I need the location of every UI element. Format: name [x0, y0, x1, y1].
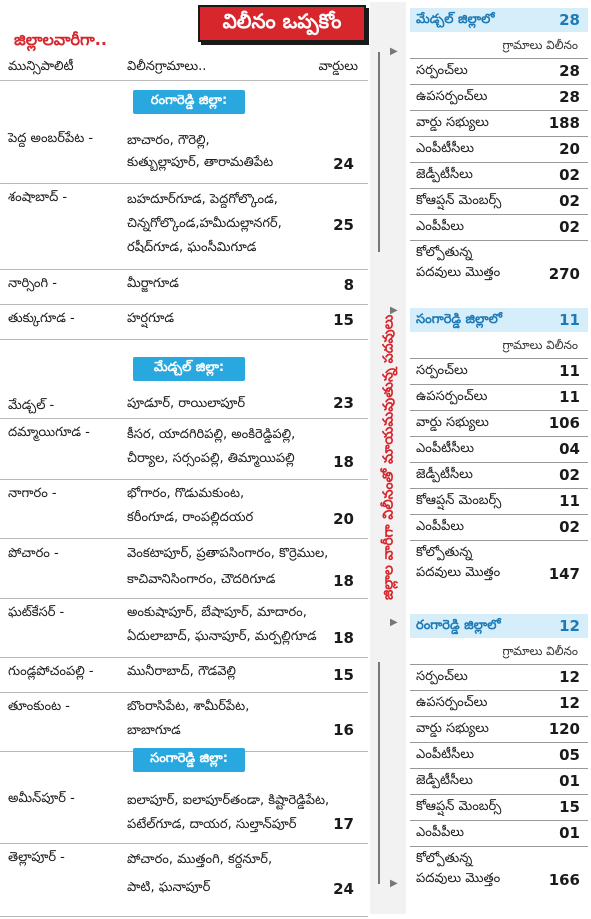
summary-district-header: [410, 308, 588, 332]
summary-row: [410, 110, 588, 137]
post-label: ఎంపీటీసీలు: [416, 747, 474, 762]
summary-row: [410, 514, 588, 541]
ward-count: 24: [333, 880, 354, 898]
post-label: కోఆప్షన్ మెంబర్స్: [416, 493, 502, 508]
column-header-wards: వార్డులు: [318, 59, 358, 74]
ward-count: 25: [333, 216, 354, 234]
post-count: 02: [559, 518, 580, 536]
post-label: ఎంపీపీలు: [416, 519, 465, 534]
summary-total-row: [410, 846, 588, 893]
arrow-right-icon: ▶: [390, 617, 398, 628]
municipality-name: గుండ్లపోచంపల్లి -: [8, 664, 94, 679]
page-title: విలీనం ఒప్పకోం: [198, 5, 366, 42]
arrow-line-bottom: [378, 662, 380, 884]
summary-row: [410, 188, 588, 215]
merged-villages: బాచారం, గౌరెల్లి,: [127, 133, 210, 148]
merged-villages: వెంకటాపూర్, ప్రతాపసింగారం, కొర్రెముల,: [127, 546, 329, 561]
post-count: 05: [559, 746, 580, 764]
municipality-name: పెద్ద అంబర్‌పేట -: [8, 131, 94, 146]
summary-district-name: రంగారెడ్డి జిల్లాలో: [416, 618, 501, 633]
summary-panel: [410, 2, 588, 914]
merged-villages: ఏదులాబాద్, ఘనాపూర్, మర్పల్లిగూడ: [127, 629, 317, 644]
merged-villages: ఐలాపూర్, ఐలాపూర్‌తండా, కిష్టారెడ్డిపేట,: [127, 793, 330, 808]
municipality-name: దమ్మాయిగూడ -: [8, 425, 90, 440]
merged-villages: హర్షగూడ: [127, 311, 175, 326]
post-count: 01: [559, 824, 580, 842]
post-label: సర్పంచ్‌లు: [416, 363, 468, 378]
table-row: [0, 392, 368, 419]
post-label: ఎంపీపీలు: [416, 825, 465, 840]
total-posts-lost: 270: [548, 265, 580, 283]
municipality-name: తూంకుంట -: [8, 699, 70, 714]
arrow-line-top: [378, 52, 380, 252]
merged-villages: పటేల్‌గూడ, దాయర, సుల్తాన్‌పూర్: [127, 817, 297, 832]
post-count: 20: [559, 140, 580, 158]
summary-row: [410, 488, 588, 515]
ward-count: 18: [333, 453, 354, 471]
post-label: సర్పంచ్‌లు: [416, 669, 468, 684]
arrow-right-icon: ▶: [390, 46, 398, 57]
post-count: 04: [559, 440, 580, 458]
district-wise-subtitle: జిల్లాలవారీగా..: [14, 30, 107, 49]
ward-count: 15: [333, 311, 354, 329]
merged-villages: రషీద్‌గూడ, ఘంసీమిగూడ: [127, 240, 257, 255]
post-label: సర్పంచ్‌లు: [416, 63, 468, 78]
ward-count: 17: [333, 815, 354, 833]
summary-row: [410, 58, 588, 85]
post-label: వార్డు సభ్యులు: [416, 721, 489, 736]
column-header-villages: విలీనగ్రామాలు..: [127, 59, 207, 74]
municipality-name: మేడ్చల్ -: [8, 398, 55, 413]
ward-count: 18: [333, 629, 354, 647]
post-count: 11: [559, 362, 580, 380]
table-row: [0, 540, 368, 599]
merged-villages: చీర్యాల, సర్సంపల్లి, తిమ్మాయిపల్లి: [127, 451, 295, 466]
municipality-name: అమీన్‌పూర్ -: [8, 791, 75, 806]
table-row: [0, 785, 368, 844]
summary-row: [410, 84, 588, 111]
total-posts-lost: 166: [548, 871, 580, 889]
merged-villages: మునీరాబాద్, గౌడవెల్లి: [127, 664, 236, 679]
post-label: ఎంపీటీసీలు: [416, 441, 474, 456]
merged-villages: కీసర, యాదగిరిపల్లి, అంకిరెడ్డిపల్లి,: [127, 427, 296, 442]
municipality-name: నాగారం -: [8, 486, 57, 501]
summary-district-header: [410, 8, 588, 32]
post-count: 188: [548, 114, 580, 132]
ward-count: 24: [333, 155, 354, 173]
summary-row: [410, 462, 588, 489]
summary-row: [410, 742, 588, 769]
municipality-name: నార్సింగి -: [8, 276, 57, 291]
post-count: 02: [559, 218, 580, 236]
municipality-name: తెల్లాపూర్ -: [8, 850, 65, 865]
merged-villages: కాచివానిసింగారం, చౌదరిగూడ: [127, 572, 276, 587]
summary-row: [410, 820, 588, 847]
merged-villages: పోచారం, ముత్తంగి, కర్దనూర్,: [127, 852, 273, 867]
merged-villages: కరీంగూడ, రాంపల్లిదయర: [127, 510, 254, 525]
summary-district-header: [410, 614, 588, 638]
merged-villages: బొంరాసిపేట, శామీర్‌పేట,: [127, 699, 250, 714]
post-label: కోఆప్షన్ మెంబర్స్: [416, 799, 502, 814]
merged-villages: చిన్నగోల్కొండ,హమీదుల్లానగర్,: [127, 216, 282, 231]
ward-count: 16: [333, 721, 354, 739]
summary-row: [410, 690, 588, 717]
ward-count: 18: [333, 572, 354, 590]
post-label: జెడ్పీటీసీలు: [416, 167, 473, 182]
table-row: [0, 270, 368, 305]
total-label-line1: కోల్పోతున్న: [416, 851, 473, 866]
arrow-right-icon: ▶: [390, 305, 398, 316]
summary-row: [410, 436, 588, 463]
ward-count: 23: [333, 394, 354, 412]
post-count: 11: [559, 492, 580, 510]
post-count: 01: [559, 772, 580, 790]
summary-row: [410, 162, 588, 189]
summary-district-name: మేడ్చల్ జిల్లాలో: [416, 12, 495, 27]
total-label-line2: పదవులు మొత్తం: [416, 265, 501, 280]
municipality-name: తుక్కుగూడ -: [8, 311, 75, 326]
table-row: [0, 125, 368, 184]
total-label-line1: కోల్పోతున్న: [416, 245, 473, 260]
post-label: జెడ్పీటీసీలు: [416, 467, 473, 482]
municipality-name: ఘట్‌కేసర్ -: [8, 605, 65, 620]
merged-villages: బాబాగూడ: [127, 723, 181, 738]
merged-villages: భోగారం, గొడుమకుంట,: [127, 486, 245, 501]
merged-villages: బహదూర్‌గూడ, పెద్దగోల్కొండ,: [127, 192, 278, 207]
summary-row: [410, 214, 588, 241]
vertical-banner-text: జిల్లాల వారీగా విలీనంతో మాయమవుతున్న పదవులు: [380, 314, 397, 600]
post-count: 12: [559, 694, 580, 712]
post-label: వార్డు సభ్యులు: [416, 115, 489, 130]
arrow-right-icon: ▶: [390, 878, 398, 889]
table-row: [0, 658, 368, 693]
summary-row: [410, 358, 588, 385]
ward-count: 8: [343, 276, 354, 294]
merged-villages: అంకుషాపూర్, బేషాపూర్, మాదారం,: [127, 605, 307, 620]
post-label: వార్డు సభ్యులు: [416, 415, 489, 430]
post-count: 106: [548, 414, 580, 432]
table-row: [0, 599, 368, 658]
merged-villages: కుత్బుల్లాపూర్, తారామతిపేట: [127, 155, 274, 170]
table-row: [0, 480, 368, 539]
table-header-row: [0, 52, 368, 81]
post-count: 12: [559, 668, 580, 686]
post-count: 15: [559, 798, 580, 816]
post-count: 02: [559, 166, 580, 184]
merged-villages: మీర్జాగూడ: [127, 276, 179, 291]
ward-count: 20: [333, 510, 354, 528]
merged-villages: పూడూర్, రాయిలాపూర్: [127, 396, 246, 411]
municipality-name: పోచారం -: [8, 546, 59, 561]
summary-row: [410, 768, 588, 795]
table-row: [0, 693, 368, 752]
post-label: ఉపసర్పంచ్‌లు: [416, 389, 488, 404]
table-row: [0, 184, 368, 270]
district-heading: రంగారెడ్డి జిల్లా:: [133, 90, 245, 114]
summary-row: [410, 384, 588, 411]
post-label: ఉపసర్పంచ్‌లు: [416, 89, 488, 104]
ward-count: 15: [333, 666, 354, 684]
vertical-banner: [370, 2, 406, 914]
summary-subheading: గ్రామాలు విలీనం: [502, 644, 578, 658]
total-label-line2: పదవులు మొత్తం: [416, 871, 501, 886]
post-label: ఎంపీటీసీలు: [416, 141, 474, 156]
post-count: 02: [559, 192, 580, 210]
post-label: కోఆప్షన్ మెంబర్స్: [416, 193, 502, 208]
summary-village-count: 28: [559, 11, 580, 29]
total-posts-lost: 147: [548, 565, 580, 583]
post-count: 28: [559, 88, 580, 106]
summary-subheading: గ్రామాలు విలీనం: [502, 38, 578, 52]
table-row: [0, 419, 368, 480]
post-label: ఉపసర్పంచ్‌లు: [416, 695, 488, 710]
merged-villages: పాటి, ఘనాపూర్: [127, 880, 211, 895]
summary-row: [410, 794, 588, 821]
post-label: జెడ్పీటీసీలు: [416, 773, 473, 788]
summary-row: [410, 664, 588, 691]
post-count: 02: [559, 466, 580, 484]
summary-village-count: 11: [559, 311, 580, 329]
post-label: ఎంపీపీలు: [416, 219, 465, 234]
summary-row: [410, 410, 588, 437]
district-heading: సంగారెడ్డి జిల్లా:: [133, 748, 245, 772]
post-count: 28: [559, 62, 580, 80]
post-count: 120: [548, 720, 580, 738]
summary-village-count: 12: [559, 617, 580, 635]
column-header-municipality: మున్సిపాలిటీ: [8, 59, 74, 74]
table-row: [0, 305, 368, 340]
summary-district-name: సంగారెడ్డి జిల్లాలో: [416, 312, 503, 327]
summary-subheading: గ్రామాలు విలీనం: [502, 338, 578, 352]
summary-row: [410, 716, 588, 743]
municipality-name: శంషాబాద్ -: [8, 190, 68, 205]
summary-row: [410, 136, 588, 163]
total-label-line1: కోల్పోతున్న: [416, 545, 473, 560]
summary-total-row: [410, 540, 588, 587]
post-count: 11: [559, 388, 580, 406]
total-label-line2: పదవులు మొత్తం: [416, 565, 501, 580]
district-heading: మేడ్చల్ జిల్లా:: [133, 357, 245, 381]
table-row: [0, 844, 368, 917]
summary-total-row: [410, 240, 588, 287]
